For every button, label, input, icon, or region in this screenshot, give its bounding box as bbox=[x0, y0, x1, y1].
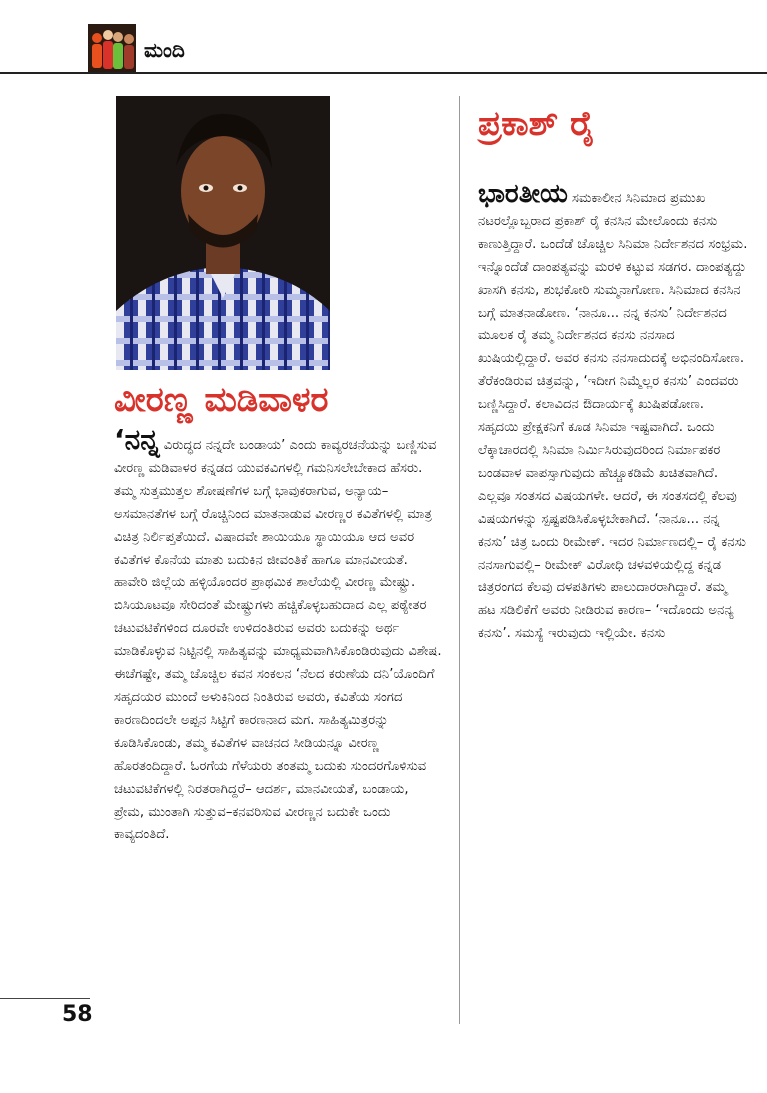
footer-rule bbox=[0, 998, 90, 999]
portrait-photo bbox=[116, 96, 330, 370]
section-label: ಮಂದಿ bbox=[144, 38, 185, 62]
page-number: 58 bbox=[62, 1002, 93, 1027]
left-article-title: ವೀರಣ್ಣ ಮಡಿವಾಳರ bbox=[114, 380, 329, 420]
header-rule bbox=[0, 72, 767, 74]
left-article-body bbox=[114, 423, 442, 847]
left-drop-word: ‘ನನ್ನ bbox=[114, 423, 160, 456]
right-article-body bbox=[478, 179, 748, 646]
people-group-icon bbox=[88, 24, 136, 72]
right-article-title: ಪ್ರಕಾಶ್ ರೈ bbox=[478, 104, 596, 144]
column-divider bbox=[459, 96, 460, 1024]
page-header bbox=[0, 0, 767, 75]
right-body-text: ಸಮಕಾಲೀನ ಸಿನಿಮಾದ ಪ್ರಮುಖ ನಟರಲ್ಲೊಬ್ಬರಾದ ಪ್ರಕಾಶ್ ರೈ ಕನಸಿನ ಮೇಲೊಂದು ಕನಸು ಕಾಣುತ್ತಿದ್ದಾರೆ. ಒಂದೆಡೆ ಚೊಚ್ಚಿಲ ಸಿನಿಮಾ ನಿರ್ದೇಶನದ ಸಂಭ್ರಮ. ಇನ್ನೊಂದೆಡೆ ದಾಂಪತ್ಯವನ್ನು ಮರಳಿ ಕಟ್ಟುವ ಸಡಗರ. ದಾಂಪತ್ಯದ್ದು ಖಾಸಗಿ ಕನಸು, ಶುಭಕೋರಿ ಸುಮ್ಮನಾಗೋಣ. ಸಿನಿಮಾದ ಕನಸಿನ ಬಗ್ಗೆ ಮಾತನಾಡೋಣ. ‘ನಾನೂ... ನನ್ನ ಕನಸು’ ನಿರ್ದೇಶನದ ಮೂಲಕ ರೈ ತಮ್ಮ ನಿರ್ದೇಶನದ ಕನಸು ನನಸಾದ ಖುಷಿಯಲ್ಲಿದ್ದಾರೆ. ಅವರ ಕನಸು ನನಸಾದುದಕ್ಕೆ ಅಭಿನಂದಿಸೋಣ. ತೆರೆಕಂಡಿರುವ ಚಿತ್ರವನ್ನು, ‘ಇದೀಗ ನಿಮ್ಮೆಲ್ಲರ ಕನಸು’ ಎಂದವರು ಬಣ್ಣಿಸಿದ್ದಾರೆ. ಕಲಾವಿದನ ಔದಾರ್ಯಕ್ಕೆ ಖುಷಿಪಡೋಣ. ಸಹೃದಯಿ ಪ್ರೇಕ್ಷಕನಿಗೆ ಕೂಡ ಸಿನಿಮಾ ಇಷ್ಟವಾಗಿದೆ. ಒಂದು ಲೆಕ್ಕಾಚಾರದಲ್ಲಿ ಸಿನಿಮಾ ನಿರ್ಮಿಸಿರುವುದರಿಂದ ನಿರ್ಮಾಪಕರ ಬಂಡವಾಳ ವಾಪಸ್ಸಾಗುವುದು ಹೆಚ್ಚೂಕಡಿಮೆ ಖಚಿತವಾಗಿದೆ. ಎಲ್ಲವೂ ಸಂತಸದ ವಿಷಯಗಳೇ. ಆದರೆ, ಈ ಸಂತಸದಲ್ಲಿ ಕೆಲವು ವಿಷಯಗಳನ್ನು ಸ್ಪಷ್ಟಪಡಿಸಿಕೊಳ್ಳಬೇಕಾಗಿದೆ. ‘ನಾನೂ... ನನ್ನ ಕನಸು’ ಚಿತ್ರ ಒಂದು ರೀಮೇಕ್. ಇದರ ನಿರ್ಮಾಣದಲ್ಲಿ– ರೈ ಕನಸು ನನಸಾಗುವಲ್ಲಿ– ರೀಮೇಕ್ ವಿರೋಧಿ ಚಳವಳಿಯಲ್ಲಿದ್ದ ಕನ್ನಡ ಚಿತ್ರರಂಗದ ಕೆಲವು ದಳಪತಿಗಳು ಪಾಲುದಾರರಾಗಿದ್ದಾರೆ. ತಮ್ಮ ಹಟ ಸಡಿಲಿಕೆಗೆ ಅವರು ನೀಡಿರುವ ಕಾರಣ– ‘ಇದೊಂದು ಅನನ್ಯ ಕನಸು’. ಸಮಸ್ಯೆ ಇರುವುದು ಇಲ್ಲಿಯೇ. ಕನಸು bbox=[478, 191, 748, 642]
right-drop-word: ಭಾರತೀಯ bbox=[478, 179, 568, 209]
left-body-text: ವಿರುದ್ಧದ ನನ್ನದೇ ಬಂಡಾಯ’ ಎಂದು ಕಾವ್ಯರಚನೆಯನ್ನು ಬಣ್ಣಿಸುವ ವೀರಣ್ಣ ಮಡಿವಾಳರ ಕನ್ನಡದ ಯುವಕವಿಗಳಲ್ಲಿ ಗಮನಿಸಲೇಬೇಕಾದ ಹೆಸರು. ತಮ್ಮ ಸುತ್ತಮುತ್ತಲ ಶೋಷಣೆಗಳ ಬಗ್ಗೆ ಭಾವುಕರಾಗುವ, ಅನ್ಯಾಯ–ಅಸಮಾನತೆಗಳ ಬಗ್ಗೆ ರೊಚ್ಚಿನಿಂದ ಮಾತನಾಡುವ ವೀರಣ್ಣರ ಕವಿತೆಗಳಲ್ಲಿ ಮಾತ್ರ ವಿಚಿತ್ರ ನಿರ್ಲಿಪ್ತತೆಯಿದೆ. ವಿಷಾದವೇ ಶಾಯಿಯೂ ಸ್ಥಾಯಿಯೂ ಆದ ಅವರ ಕವಿತೆಗಳ ಕೊನೆಯ ಮಾತು ಬದುಕಿನ ಜೀವಂತಿಕೆ ಹಾಗೂ ಮಾನವೀಯತೆ. ಹಾವೇರಿ ಜಿಲ್ಲೆಯ ಹಳ್ಳಿಯೊಂದರ ಪ್ರಾಥಮಿಕ ಶಾಲೆಯಲ್ಲಿ ವೀರಣ್ಣ ಮೇಷ್ಟ್ರು. ಬಿಸಿಯೂಟವೂ ಸೇರಿದಂತೆ ಮೇಷ್ಟ್ರುಗಳು ಹಚ್ಚಿಕೊಳ್ಳಬಹುದಾದ ಎಲ್ಲ ಪಠ್ಯೇತರ ಚಟುವಟಿಕೆಗಳಿಂದ ದೂರವೇ ಉಳಿದಂತಿರುವ ಅವರು ಬದುಕನ್ನು ಅರ್ಥ ಮಾಡಿಕೊಳ್ಳುವ ನಿಟ್ಟಿನಲ್ಲಿ ಸಾಹಿತ್ಯವನ್ನು ಮಾಧ್ಯಮವಾಗಿಸಿಕೊಂಡಿರುವುದು ವಿಶೇಷ. ಈಚೆಗಷ್ಟೇ, ತಮ್ಮ ಚೊಚ್ಚಿಲ ಕವನ ಸಂಕಲನ ‘ನೆಲದ ಕರುಣೆಯ ದನಿ’ಯೊಂದಿಗೆ ಸಹೃದಯರ ಮುಂದೆ ಅಳುಕಿನಿಂದ ನಿಂತಿರುವ ಅವರು, ಕವಿತೆಯ ಸಂಗದ ಕಾರಣದಿಂದಲೇ ಅಪ್ಪನ ಸಿಟ್ಟಿಗೆ ಕಾರಣನಾದ ಮಗ. ಸಾಹಿತ್ಯಮಿತ್ರರನ್ನು ಕೂಡಿಸಿಕೊಂಡು, ತಮ್ಮ ಕವಿತೆಗಳ ವಾಚನದ ಸೀಡಿಯನ್ನೂ ವೀರಣ್ಣ ಹೊರತಂದಿದ್ದಾರೆ. ಓರಗೆಯ ಗೆಳೆಯರು ತಂತಮ್ಮ ಬದುಕು ಸುಂದರಗೊಳಿಸುವ ಚಟುವಟಿಕೆಗಳಲ್ಲಿ ನಿರತರಾಗಿದ್ದರೆ– ಆದರ್ಶ, ಮಾನವೀಯತೆ, ಬಂಡಾಯ, ಪ್ರೇಮ, ಮುಂತಾಗಿ ಸುತ್ತುವ–ಕನವರಿಸುವ ವೀರಣ್ಣನ ಬದುಕೇ ಒಂದು ಕಾವ್ಯದಂತಿದೆ. bbox=[114, 438, 442, 843]
